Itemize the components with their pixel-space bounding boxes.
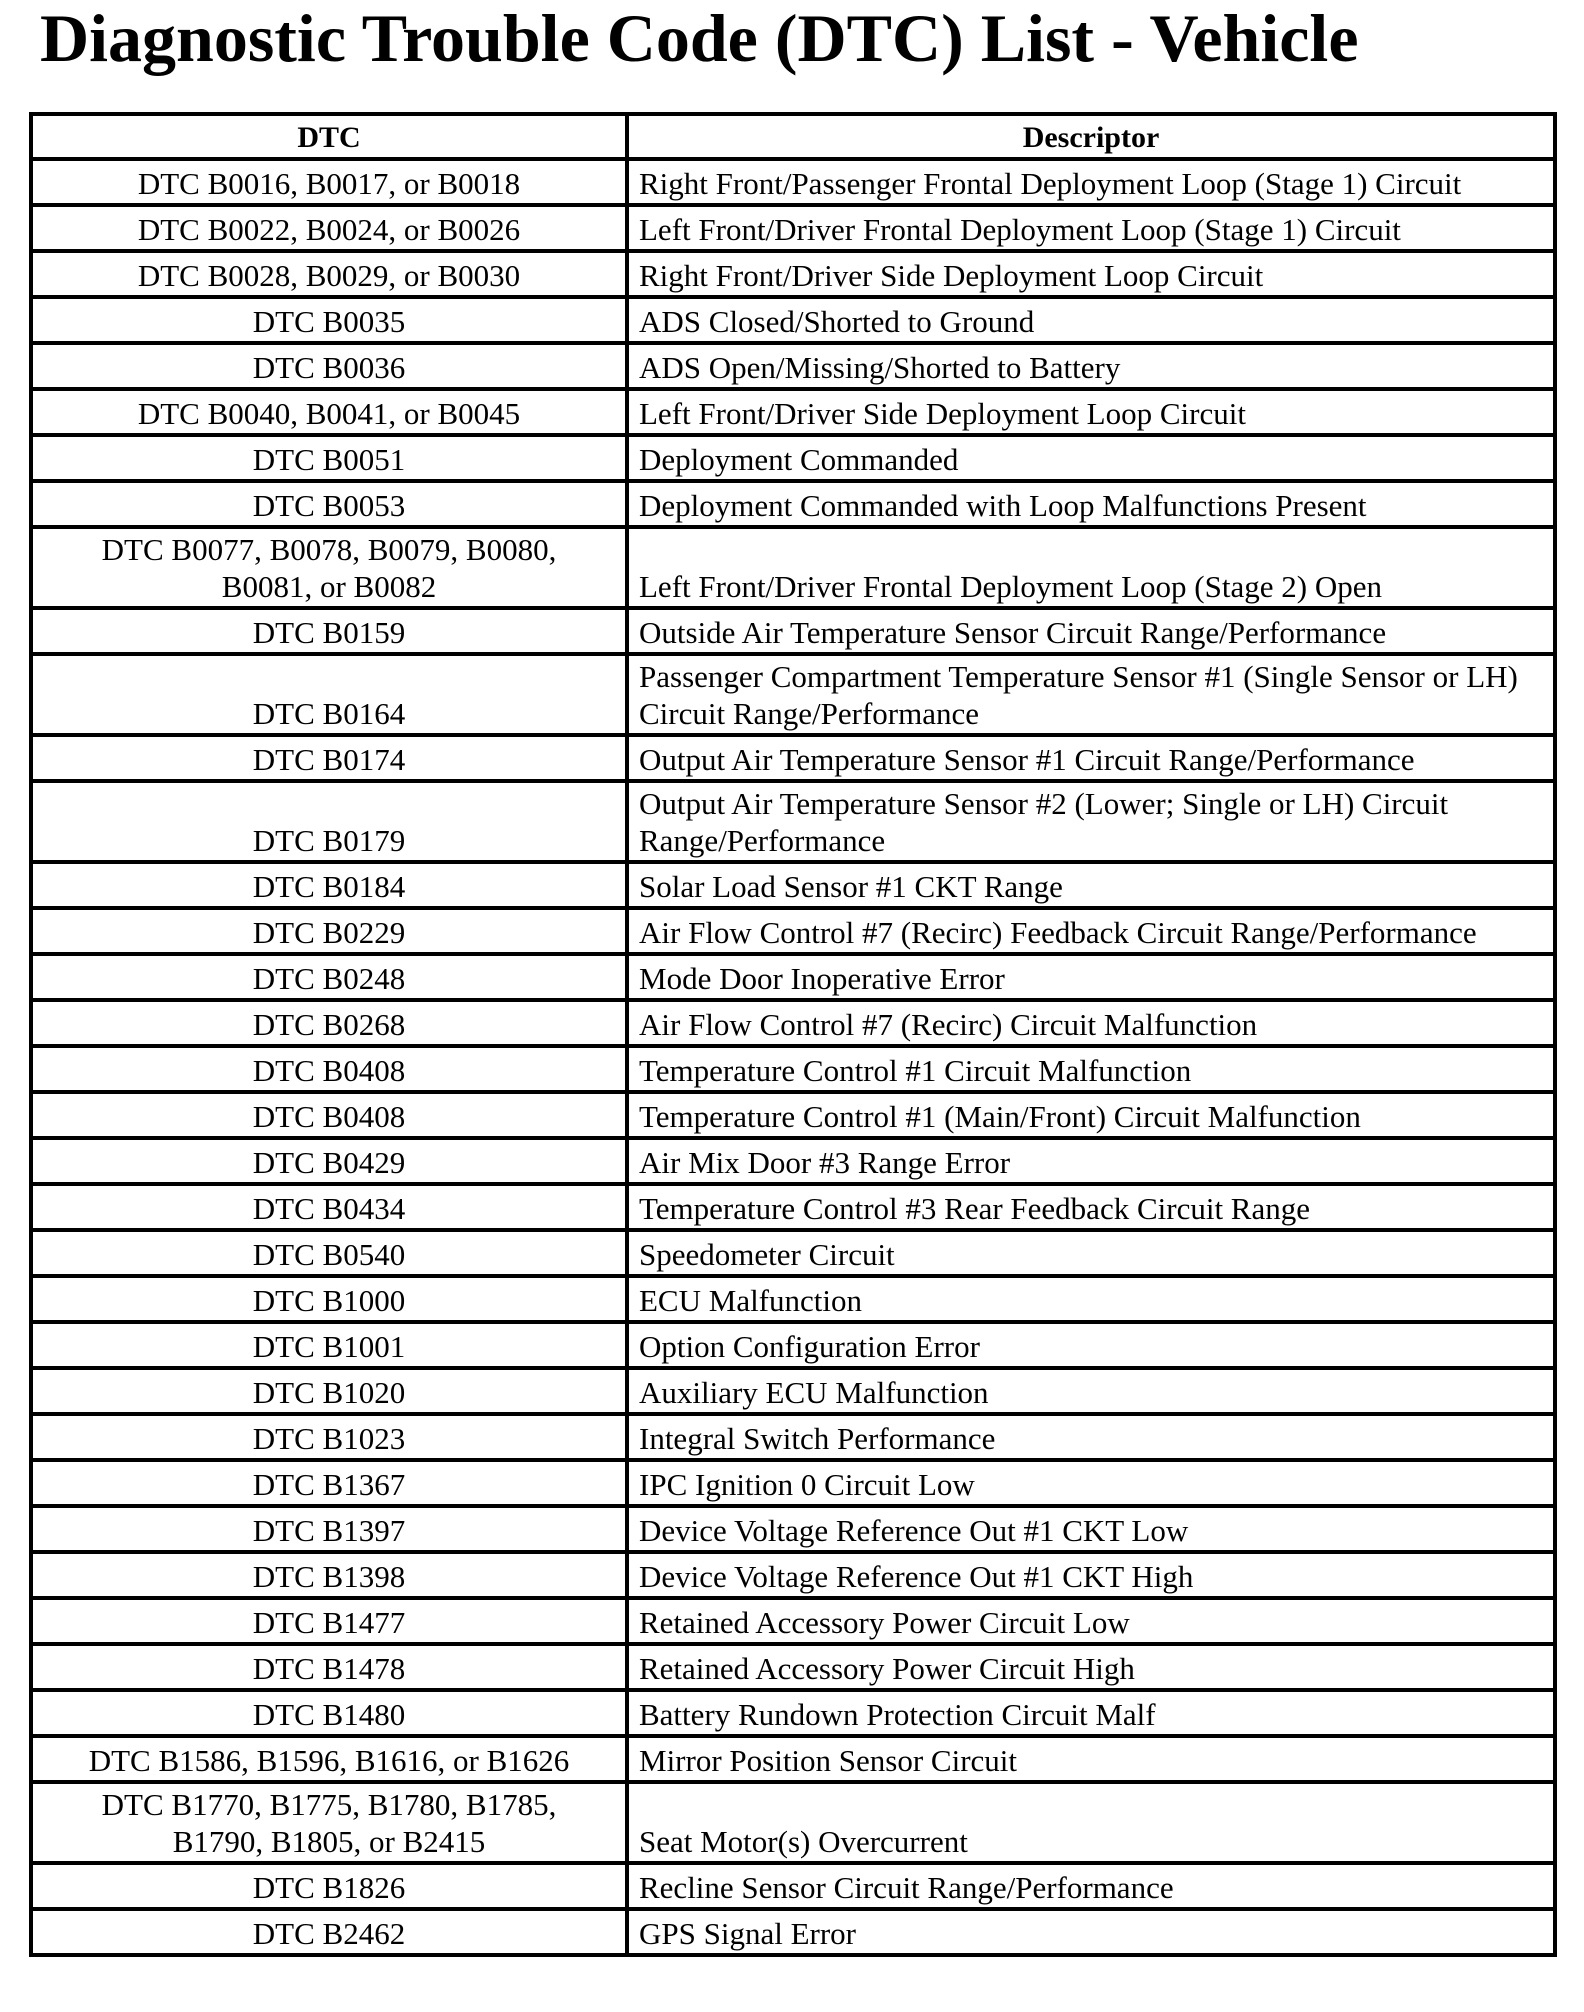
dtc-code-cell: DTC B1020 [31,1368,627,1414]
dtc-descriptor-cell: Outside Air Temperature Sensor Circuit Range/Performance [627,608,1555,654]
table-row [31,908,1555,954]
dtc-descriptor-cell: Air Flow Control #7 (Recirc) Circuit Malfunction [627,1000,1555,1046]
dtc-code-cell: DTC B1023 [31,1414,627,1460]
dtc-code-cell: DTC B0028, B0029, or B0030 [31,251,627,297]
dtc-code-cell: DTC B0077, B0078, B0079, B0080, B0081, or B0082 [31,527,627,608]
dtc-table [29,112,1557,1957]
dtc-descriptor-cell: Solar Load Sensor #1 CKT Range [627,862,1555,908]
dtc-code-cell: DTC B0248 [31,954,627,1000]
dtc-code-cell: DTC B0184 [31,862,627,908]
dtc-descriptor-cell: Temperature Control #3 Rear Feedback Circuit Range [627,1184,1555,1230]
dtc-descriptor-cell: Right Front/Driver Side Deployment Loop Circuit [627,251,1555,297]
dtc-descriptor-cell: Battery Rundown Protection Circuit Malf [627,1690,1555,1736]
table-header-row [31,114,1555,159]
dtc-code-cell: DTC B1826 [31,1863,627,1909]
dtc-code-cell: DTC B0408 [31,1092,627,1138]
dtc-descriptor-cell: Auxiliary ECU Malfunction [627,1368,1555,1414]
table-row [31,481,1555,527]
dtc-descriptor-cell: Speedometer Circuit [627,1230,1555,1276]
dtc-code-cell: DTC B0429 [31,1138,627,1184]
table-row [31,159,1555,205]
table-row [31,1000,1555,1046]
dtc-code-cell: DTC B0434 [31,1184,627,1230]
table-row [31,251,1555,297]
table-row [31,1368,1555,1414]
dtc-code-cell: DTC B0016, B0017, or B0018 [31,159,627,205]
dtc-descriptor-cell: Left Front/Driver Side Deployment Loop Circuit [627,389,1555,435]
dtc-descriptor-cell: Left Front/Driver Frontal Deployment Loop (Stage 1) Circuit [627,205,1555,251]
table-row [31,1736,1555,1782]
dtc-descriptor-cell: ADS Closed/Shorted to Ground [627,297,1555,343]
dtc-descriptor-cell: Output Air Temperature Sensor #1 Circuit Range/Performance [627,735,1555,781]
table-row [31,1322,1555,1368]
dtc-code-cell: DTC B0268 [31,1000,627,1046]
table-row [31,1230,1555,1276]
dtc-descriptor-cell: Retained Accessory Power Circuit High [627,1644,1555,1690]
dtc-descriptor-cell: Temperature Control #1 Circuit Malfunction [627,1046,1555,1092]
dtc-code-cell: DTC B1000 [31,1276,627,1322]
table-row [31,389,1555,435]
dtc-descriptor-cell: Output Air Temperature Sensor #2 (Lower; Single or LH) Circuit Range/Performance [627,781,1555,862]
dtc-code-cell: DTC B1480 [31,1690,627,1736]
dtc-descriptor-cell: Device Voltage Reference Out #1 CKT High [627,1552,1555,1598]
dtc-descriptor-cell: Retained Accessory Power Circuit Low [627,1598,1555,1644]
dtc-code-cell: DTC B0159 [31,608,627,654]
column-header-dtc: DTC [31,114,627,159]
dtc-descriptor-cell: Temperature Control #1 (Main/Front) Circuit Malfunction [627,1092,1555,1138]
table-row [31,297,1555,343]
dtc-code-cell: DTC B0540 [31,1230,627,1276]
table-row [31,1552,1555,1598]
dtc-descriptor-cell: Right Front/Passenger Frontal Deployment Loop (Stage 1) Circuit [627,159,1555,205]
table-row [31,1414,1555,1460]
table-row [31,1598,1555,1644]
table-row [31,1863,1555,1909]
dtc-descriptor-cell: ECU Malfunction [627,1276,1555,1322]
dtc-code-cell: DTC B2462 [31,1909,627,1955]
dtc-descriptor-cell: ADS Open/Missing/Shorted to Battery [627,343,1555,389]
dtc-descriptor-cell: Recline Sensor Circuit Range/Performance [627,1863,1555,1909]
table-row [31,1276,1555,1322]
dtc-code-cell: DTC B0040, B0041, or B0045 [31,389,627,435]
dtc-code-cell: DTC B1001 [31,1322,627,1368]
table-row [31,781,1555,862]
table-row [31,343,1555,389]
table-row [31,954,1555,1000]
dtc-descriptor-cell: Seat Motor(s) Overcurrent [627,1782,1555,1863]
table-row [31,1506,1555,1552]
dtc-descriptor-cell: Mirror Position Sensor Circuit [627,1736,1555,1782]
table-row [31,1644,1555,1690]
dtc-code-cell: DTC B0229 [31,908,627,954]
dtc-code-cell: DTC B0408 [31,1046,627,1092]
dtc-code-cell: DTC B0035 [31,297,627,343]
dtc-code-cell: DTC B0051 [31,435,627,481]
dtc-code-cell: DTC B0036 [31,343,627,389]
dtc-descriptor-cell: IPC Ignition 0 Circuit Low [627,1460,1555,1506]
table-row [31,608,1555,654]
dtc-descriptor-cell: Air Flow Control #7 (Recirc) Feedback Circuit Range/Performance [627,908,1555,954]
table-row [31,735,1555,781]
dtc-code-cell: DTC B1477 [31,1598,627,1644]
table-row [31,862,1555,908]
dtc-code-cell: DTC B1398 [31,1552,627,1598]
dtc-descriptor-cell: Integral Switch Performance [627,1414,1555,1460]
dtc-descriptor-cell: Mode Door Inoperative Error [627,954,1555,1000]
table-row [31,1782,1555,1863]
dtc-descriptor-cell: Deployment Commanded [627,435,1555,481]
dtc-descriptor-cell: Passenger Compartment Temperature Sensor #1 (Single Sensor or LH) Circuit Range/Performance [627,654,1555,735]
table-row [31,1184,1555,1230]
dtc-code-cell: DTC B0179 [31,781,627,862]
dtc-code-cell: DTC B0164 [31,654,627,735]
dtc-descriptor-cell: Air Mix Door #3 Range Error [627,1138,1555,1184]
dtc-code-cell: DTC B1397 [31,1506,627,1552]
dtc-descriptor-cell: GPS Signal Error [627,1909,1555,1955]
table-row [31,435,1555,481]
table-row [31,654,1555,735]
dtc-code-cell: DTC B0053 [31,481,627,527]
dtc-code-cell: DTC B0022, B0024, or B0026 [31,205,627,251]
dtc-descriptor-cell: Deployment Commanded with Loop Malfunctions Present [627,481,1555,527]
dtc-code-cell: DTC B1770, B1775, B1780, B1785, B1790, B1805, or B2415 [31,1782,627,1863]
table-row [31,1909,1555,1955]
table-body [31,159,1555,1955]
table-row [31,527,1555,608]
table-row [31,1138,1555,1184]
column-header-descriptor: Descriptor [627,114,1555,159]
table-row [31,1092,1555,1138]
dtc-code-cell: DTC B1586, B1596, B1616, or B1626 [31,1736,627,1782]
dtc-code-cell: DTC B1367 [31,1460,627,1506]
dtc-descriptor-cell: Device Voltage Reference Out #1 CKT Low [627,1506,1555,1552]
table-row [31,1046,1555,1092]
table-row [31,205,1555,251]
dtc-code-cell: DTC B1478 [31,1644,627,1690]
page-title: Diagnostic Trouble Code (DTC) List - Vehicle [40,0,1359,76]
dtc-code-cell: DTC B0174 [31,735,627,781]
dtc-descriptor-cell: Option Configuration Error [627,1322,1555,1368]
table-row [31,1460,1555,1506]
table-row [31,1690,1555,1736]
dtc-descriptor-cell: Left Front/Driver Frontal Deployment Loop (Stage 2) Open [627,527,1555,608]
